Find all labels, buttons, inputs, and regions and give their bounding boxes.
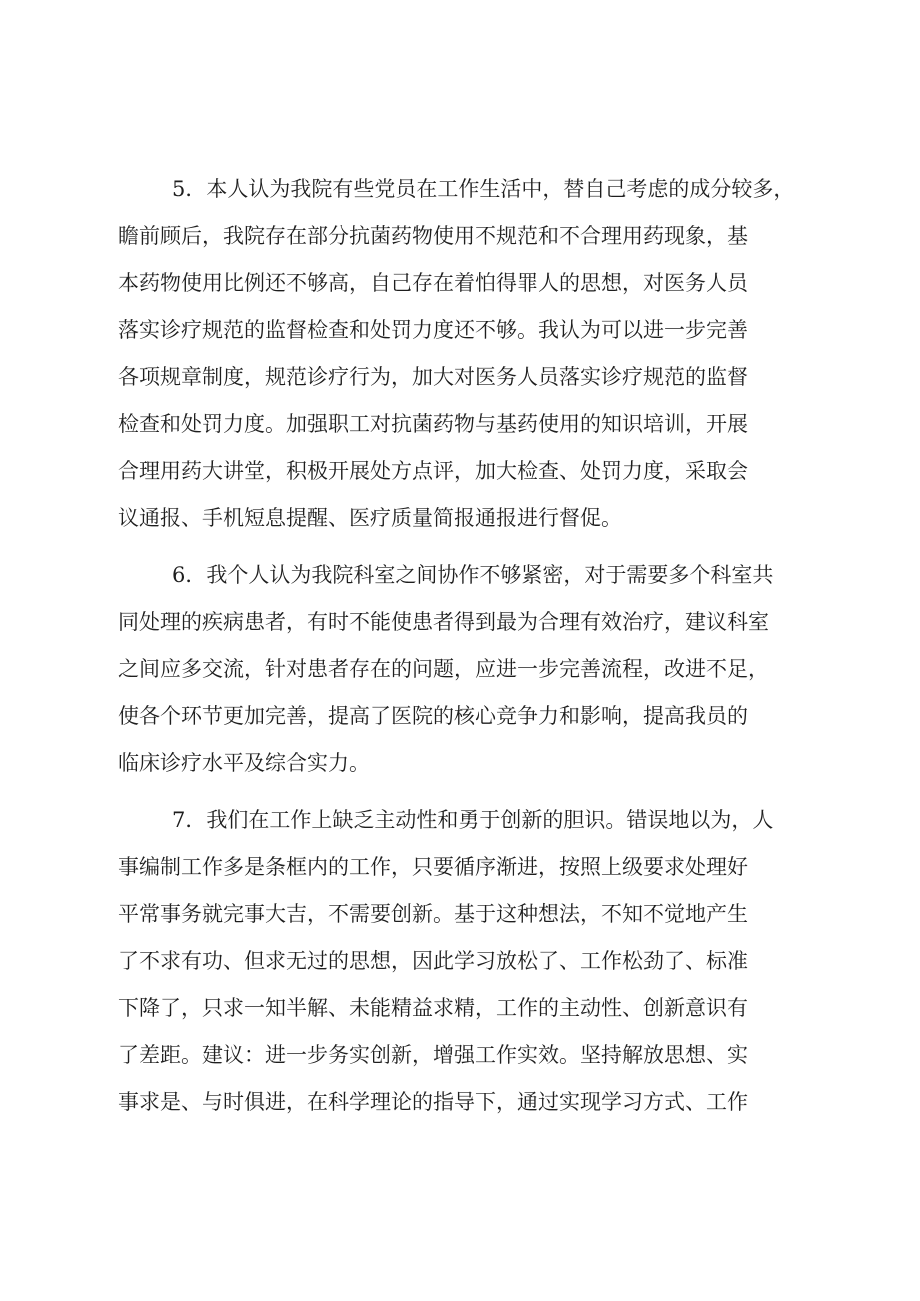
paragraph-5-line-2: 瞻前顾后，我院存在部分抗菌药物使用不规范和不合理用药现象，基	[118, 224, 748, 248]
paragraph-5-line-3: 本药物使用比例还不够高，自己存在着怕得罪人的思想，对医务人员	[118, 271, 748, 295]
paragraph-7-line-2: 事编制工作多是条框内的工作，只要循序渐进，按照上级要求处理好	[118, 855, 748, 879]
paragraph-7-line-6: 了差距。建议：进一步务实创新，增强工作实效。坚持解放思想、实	[118, 1043, 748, 1067]
paragraph-6-line-5: 临床诊疗水平及综合实力。	[118, 751, 370, 775]
paragraph-7-line-4: 了不求有功、但求无过的思想，因此学习放松了、工作松劲了、标准	[118, 949, 748, 973]
paragraph-7-line-3: 平常事务就完事大吉，不需要创新。基于这种想法，不知不觉地产生	[118, 902, 748, 926]
paragraph-5-line-6: 检查和处罚力度。加强职工对抗菌药物与基药使用的知识培训，开展	[118, 412, 748, 436]
paragraph-6-line-1: 6．我个人认为我院科室之间协作不够紧密，对于需要多个科室共	[172, 563, 774, 587]
paragraph-5-line-1: 5．本人认为我院有些党员在工作生活中，替自己考虑的成分较多，	[172, 177, 795, 201]
paragraph-6-line-2: 同处理的疾病患者，有时不能使患者得到最为合理有效治疗，建议科室	[118, 610, 769, 634]
paragraph-7-line-1: 7．我们在工作上缺乏主动性和勇于创新的胆识。错误地以为，人	[172, 808, 774, 832]
paragraph-5-line-5: 各项规章制度，规范诊疗行为，加大对医务人员落实诊疗规范的监督	[118, 365, 748, 389]
paragraph-6-line-4: 使各个环节更加完善，提高了医院的核心竞争力和影响，提高我员的	[118, 704, 748, 728]
paragraph-5-line-4: 落实诊疗规范的监督检查和处罚力度还不够。我认为可以进一步完善	[118, 318, 748, 342]
paragraph-5-line-7: 合理用药大讲堂，积极开展处方点评，加大检查、处罚力度，采取会	[118, 459, 748, 483]
paragraph-6-line-3: 之间应多交流，针对患者存在的问题，应进一步完善流程，改进不足，	[118, 657, 769, 681]
paragraph-7-line-5: 下降了，只求一知半解、未能精益求精，工作的主动性、创新意识有	[118, 996, 748, 1020]
paragraph-5-line-8: 议通报、手机短息提醒、医疗质量简报通报进行督促。	[118, 506, 622, 530]
paragraph-7-line-7: 事求是、与时俱进，在科学理论的指导下，通过实现学习方式、工作	[118, 1090, 748, 1114]
